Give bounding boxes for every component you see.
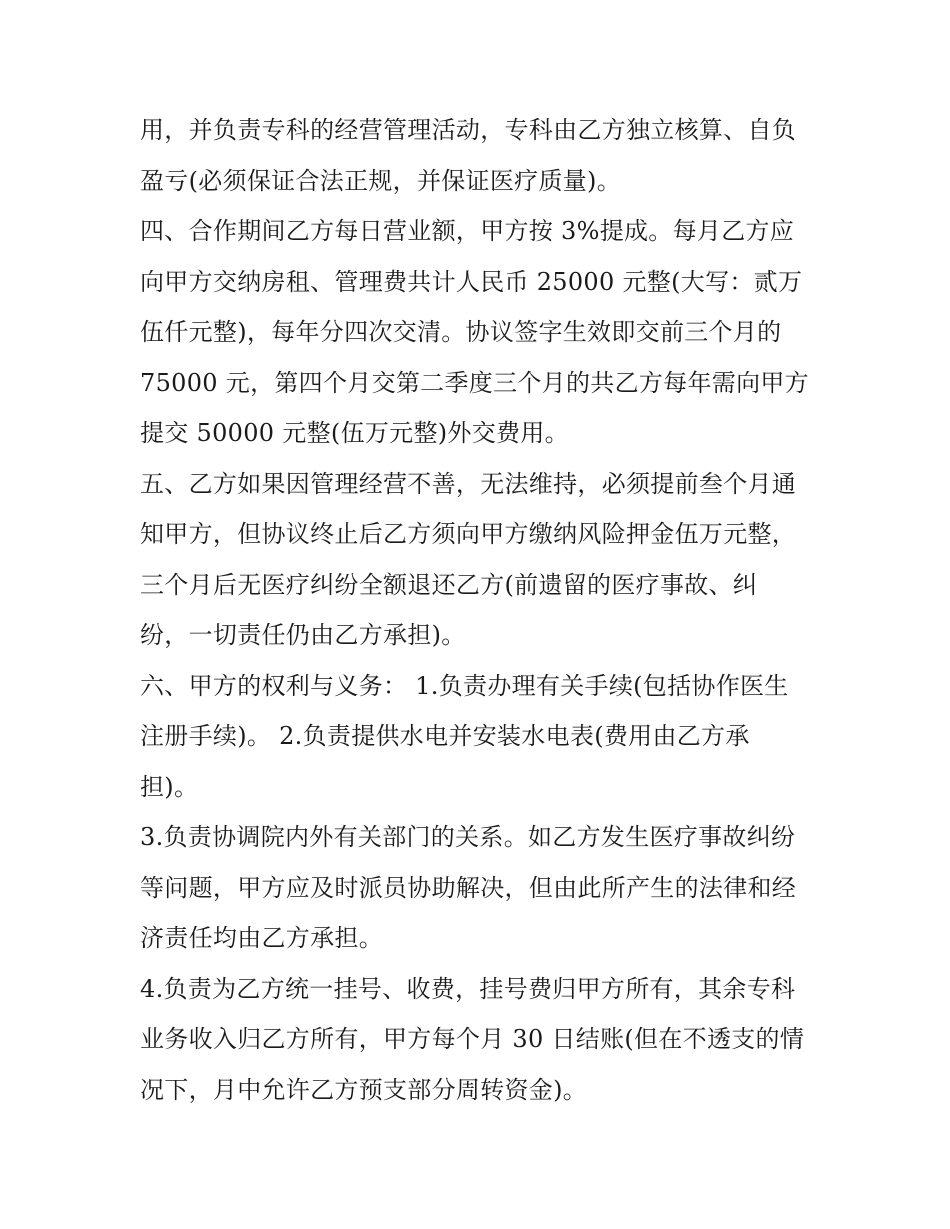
text-line: 3.负责协调院内外有关部门的关系。如乙方发生医疗事故纠纷	[140, 823, 796, 851]
text-line: 盈亏(必须保证合法正规，并保证医疗质量)。	[140, 167, 622, 195]
text-line: 4.负责为乙方统一挂号、收费，挂号费归甲方所有，其余专科	[140, 975, 796, 1003]
text-line: 六、甲方的权利与义务： 1.负责办理有关手续(包括协作医生	[140, 672, 789, 700]
text-line: 纷，一切责任仍由乙方承担)。	[140, 621, 466, 649]
text-line: 业务收入归乙方所有，甲方每个月 30 日结账(但在不透支的情	[140, 1025, 805, 1053]
text-line: 五、乙方如果因管理经营不善，无法维持，必须提前叁个月通	[140, 470, 797, 498]
text-line: 三个月后无医疗纠纷全额退还乙方(前遗留的医疗事故、纠	[140, 571, 758, 599]
text-line: 担)。	[140, 773, 199, 801]
text-line: 注册手续)。 2.负责提供水电并安装水电表(费用由乙方承	[140, 722, 750, 750]
text-line: 等问题，甲方应及时派员协助解决，但由此所产生的法律和经	[140, 874, 797, 902]
text-line: 济责任均由乙方承担。	[140, 924, 383, 952]
text-line: 知甲方，但协议终止后乙方须向甲方缴纳风险押金伍万元整，	[140, 520, 797, 548]
text-line: 伍仟元整)，每年分四次交清。协议签字生效即交前三个月的	[140, 318, 782, 346]
text-line: 向甲方交纳房租、管理费共计人民币 25000 元整(大写：贰万	[140, 268, 803, 296]
text-line: 用，并负责专科的经营管理活动，专科由乙方独立核算、自负	[140, 116, 797, 144]
text-line: 况下，月中允许乙方预支部分周转资金)。	[140, 1076, 588, 1104]
text-line: 四、合作期间乙方每日营业额，甲方按 3%提成。每月乙方应	[140, 217, 795, 245]
text-line: 提交 50000 元整(伍万元整)外交费用。	[140, 419, 569, 447]
text-line: 75000 元，第四个月交第二季度三个月的共乙方每年需向甲方	[140, 369, 809, 397]
